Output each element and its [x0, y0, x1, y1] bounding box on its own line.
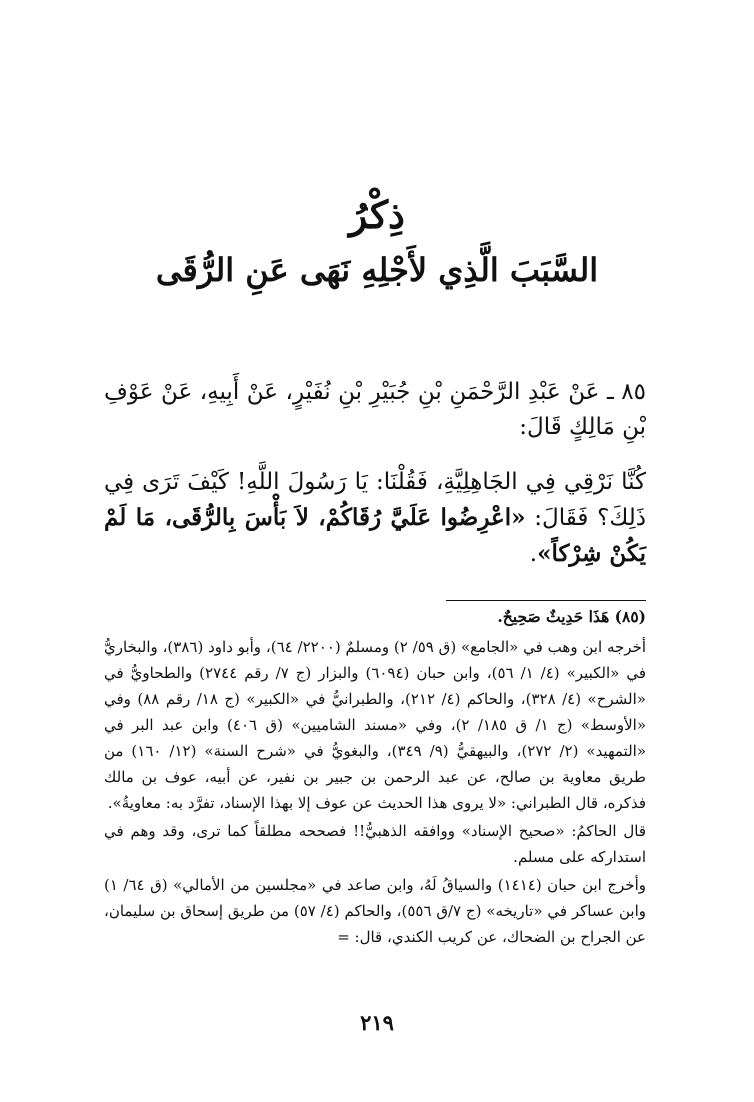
hadith-matn-prophetic-saying: «اعْرِضُوا عَلَيَّ رُقَاكُمْ، لاَ بَأْسَ بِالرُّقَى، مَا لَمْ يَكُنْ شِرْكاً»: [104, 504, 646, 567]
footnote-heading: (٨٥) هَذَا حَدِيثٌ صَحِيحٌ.: [497, 607, 646, 626]
footnotes: [104, 604, 646, 952]
chapter-title: السَّبَبَ الَّذِي لأَجْلِهِ نَهَى عَنِ الرُّقَى: [155, 251, 599, 289]
hadith-matn: [104, 465, 646, 572]
hadith-isnad: ٨٥ ـ عَنْ عَبْدِ الرَّحْمَنِ بْنِ جُبَيْرِ بْنِ نُفَيْرٍ، عَنْ أَبِيهِ، عَنْ عَوْفِ بْنِ مَالِكٍ قَالَ:: [104, 379, 646, 440]
footnote-paragraph-3: وأخرج ابن حبان (١٤١٤) والسياقُ لَهُ، وابن صاعد في «مجلسين من الأمالي» (ق ٦٤/ ١) وابن عساكر في «تاريخه» (ج ٧/ق ٥٥٦)، والحاكم (٤/ ٥٧) من طريق إسحاق بن سليمان، عن الجراح بن الضحاك، عن كريب الكندي، قال: =: [104, 876, 646, 946]
footnote-separator: [446, 600, 646, 601]
hadith-text: [104, 375, 646, 592]
footnote-paragraph-1: أخرجه ابن وهب في «الجامع» (ق ٥٩/ ٢) ومسلمٌ (٢٢٠٠/ ٦٤)، وأبو داود (٣٨٦)، والبخاريُّ في «الكبير» (٤/ ١/ ٥٦)، وابن حبان (٦٠٩٤) والبزار (ج ٧/ رقم ٢٧٤٤) والطحاويُّ في «الشرح» (٤/ ٣٢٨)، والحاكم (٤/ ٢١٢)، والطبرانيُّ في «الكبير» (ج ١٨/ رقم ٨٨) وفي «الأوسط» (ج ١/ ق ١٨٥/ ٢)، وفي «مسند الشاميين» (ق ٤٠٦) وابن عبد البر في «التمهيد» (٢/ ٢٧٢)، والبيهقيُّ (٩/ ٣٤٩)، والبغويُّ في «شرح السنة» (١٢/ ١٦٠) من طريق معاوية بن صالح، عن عبد الرحمن بن جبير بن نفير، عن أبيه، عوف بن مالك فذكره، قال الطبراني: «لا يروى هذا الحديث عن عوف إلا بهذا الإسناد، تفرَّد به: معاويةُ».: [104, 638, 646, 812]
chapter-heading-dhikr: ذِكْرُ: [349, 192, 405, 237]
hadith-matn-narration: كُنَّا نَرْقِي فِي الجَاهِلِيَّةِ، فَقُلْنَا: يَا رَسُولَ اللَّهِ! كَيْفَ تَرَى فِي ذَلِكَ؟ فَقَالَ:: [104, 469, 646, 531]
page-number: ٢١٩: [360, 1010, 394, 1035]
footnote-paragraph-2: قال الحاكمُ: «صحيح الإسناد» ووافقه الذهبيُّ!! فصححه مطلقاً كما ترى، وقد وهم في استداركه على مسلم.: [104, 822, 646, 866]
hadith-matn-end: .: [529, 541, 538, 567]
